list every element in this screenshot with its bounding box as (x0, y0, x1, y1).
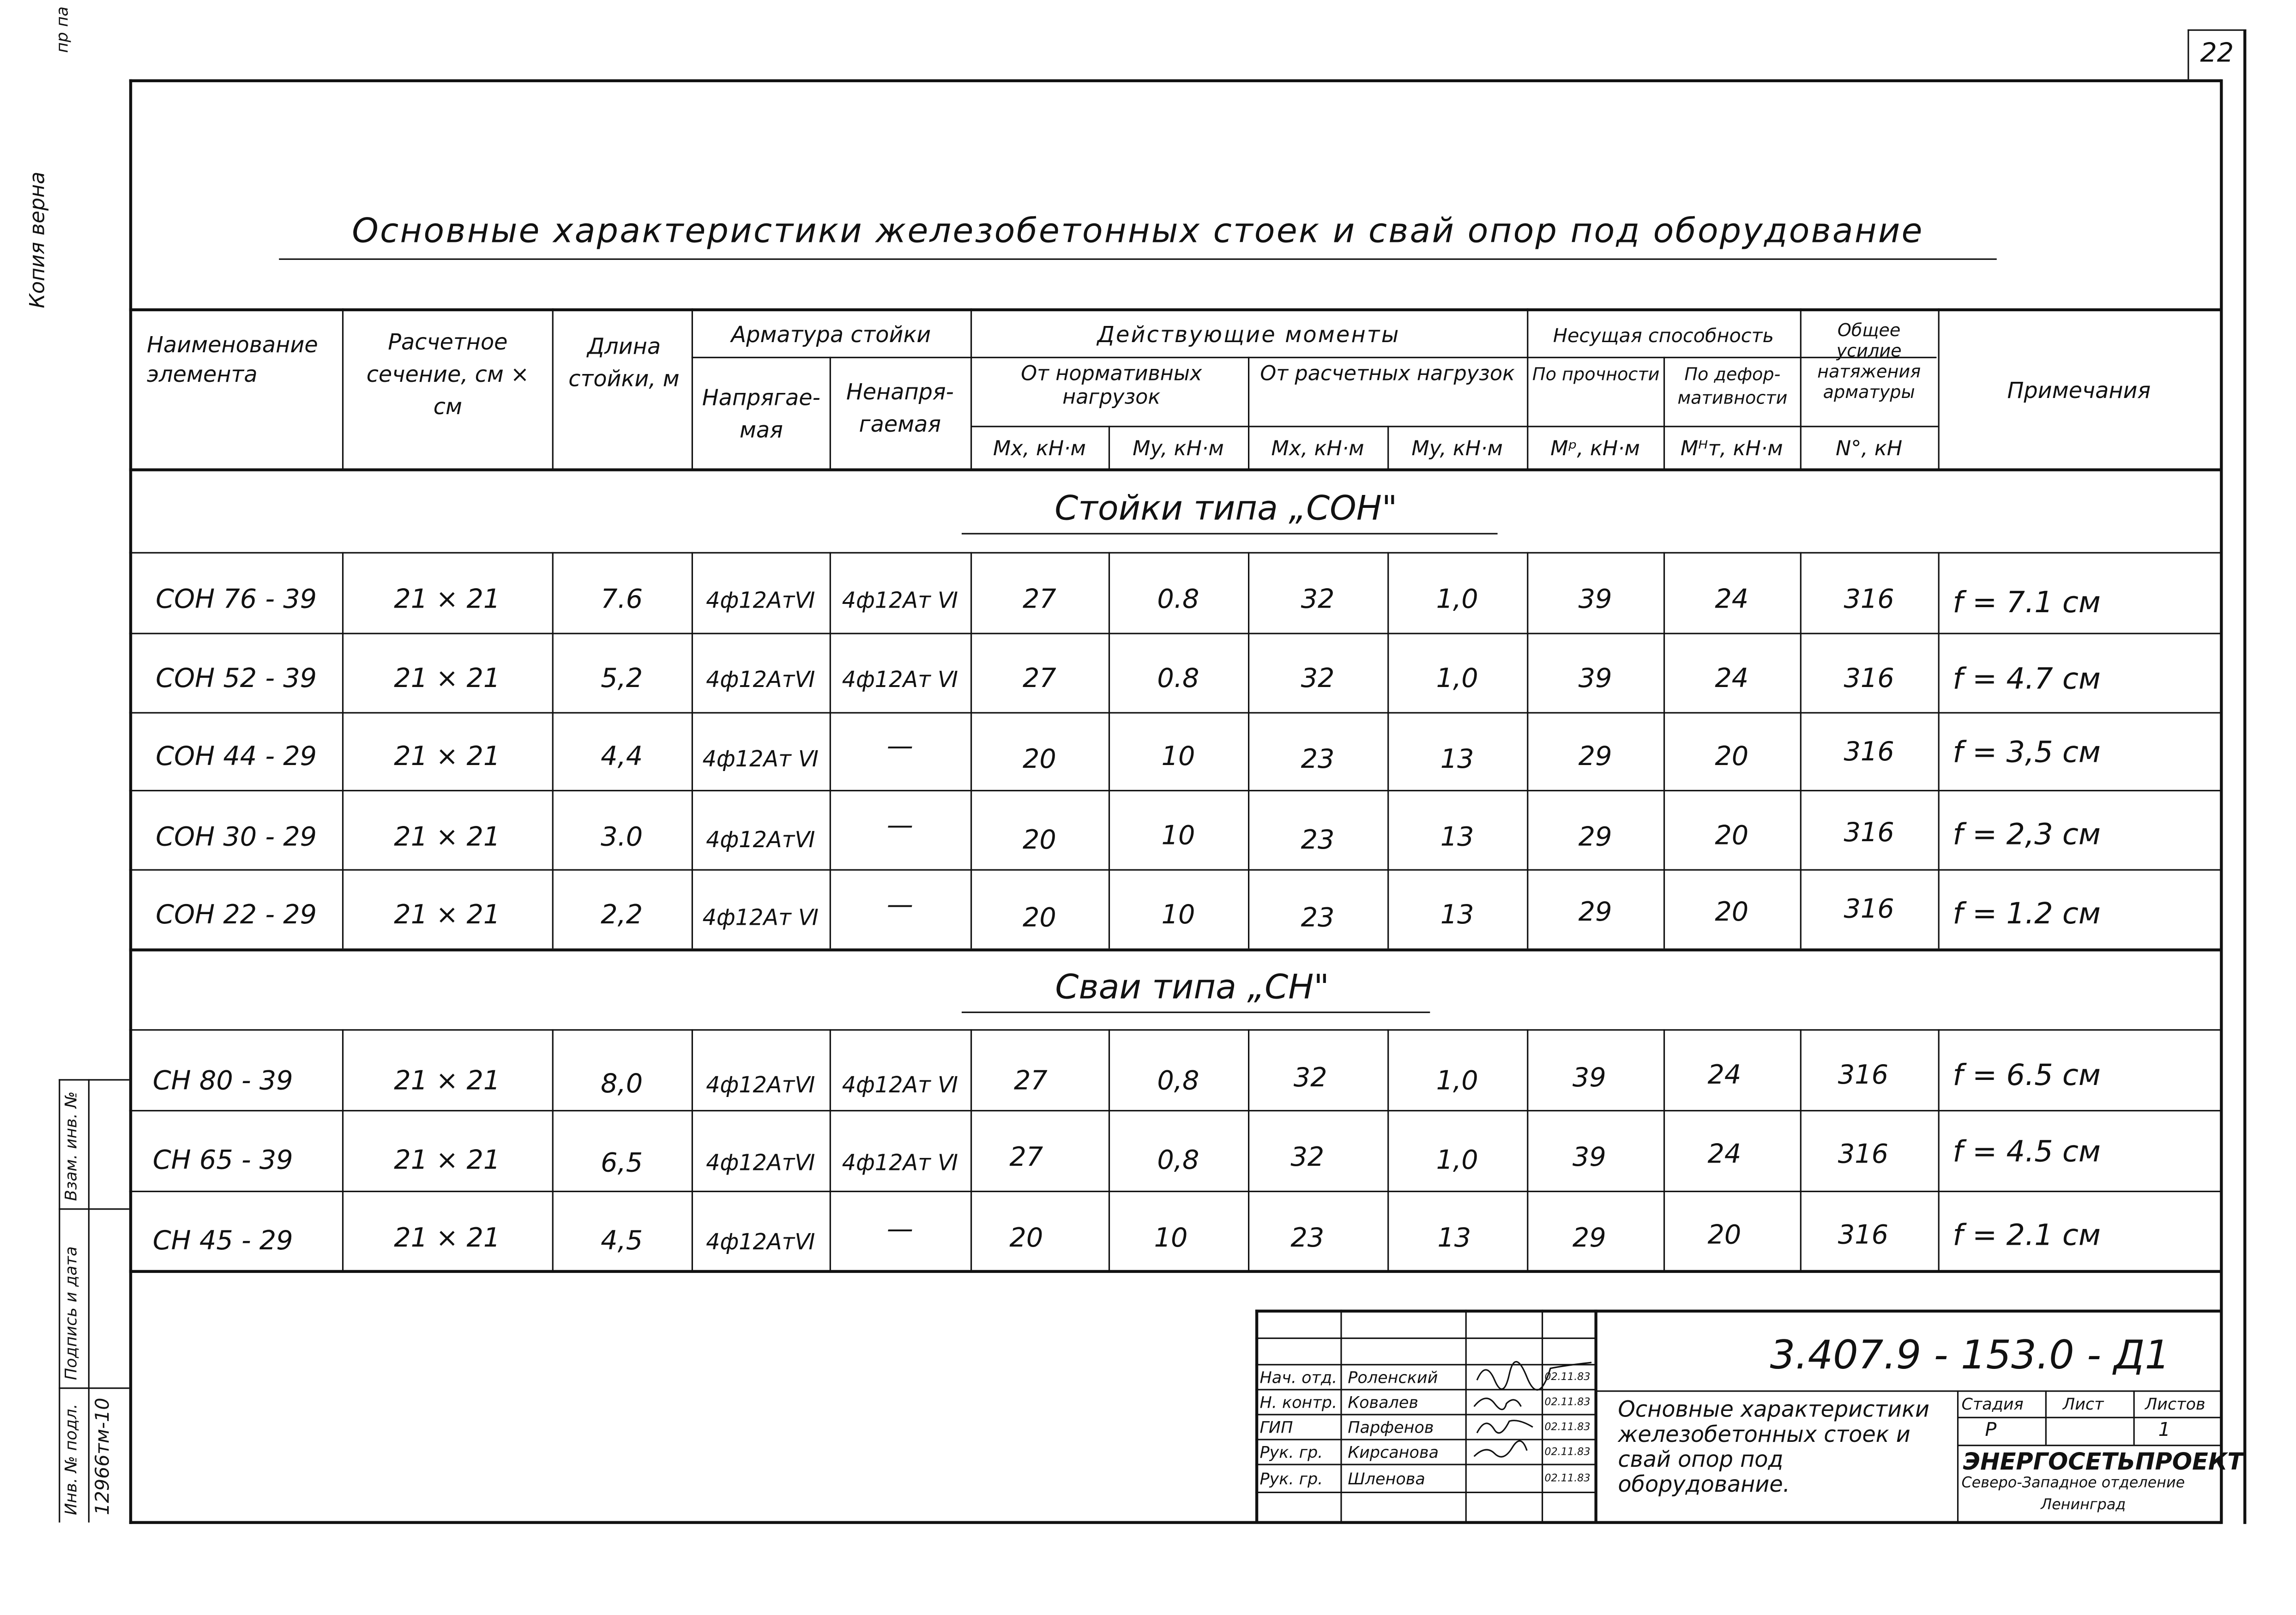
table-row-son-1-mt: 24 (1715, 663, 1749, 695)
table-row-sn-2-mp: 29 (1572, 1223, 1606, 1254)
table-row-sn-2-mt: 20 (1707, 1220, 1742, 1251)
table-row-son-0-pre: 4ф12АтⅥ (706, 587, 815, 614)
table-row-son-0-length: 7.6 (601, 584, 643, 615)
table-row-son-0-mt: 24 (1715, 584, 1749, 615)
header-normative: От нормативных нагрузок (1021, 362, 1202, 410)
stamp-date-0: 02.11.83 (1544, 1371, 1591, 1383)
table-row-son-3-n0: 316 (1844, 818, 1894, 849)
stamp-name-2: Парфенов (1348, 1418, 1434, 1438)
table-row-sn-1-section: 21 × 21 (394, 1145, 500, 1176)
table-row-sn-0-non: 4ф12Ат Ⅵ (842, 1072, 958, 1098)
header-section: Расчетное сечение, см × см (366, 329, 530, 420)
table-row-sn-2-note: f = 2.1 см (1953, 1217, 2101, 1253)
header-moments: Действующие моменты (1097, 321, 1400, 348)
table-row-son-2-non: — (886, 731, 913, 762)
table-row-son-1-name: СОН 52 - 39 (156, 663, 317, 695)
stamp-description: Основные характеристики железобетонных стоек и свай опор под оборудование. (1618, 1396, 1930, 1498)
header-mx1: Mx, кН·м (993, 437, 1086, 461)
stamp-code: 3.407.9 - 153.0 - Д1 (1770, 1333, 2170, 1379)
table-row-son-3-mx2: 23 (1301, 825, 1335, 856)
header-length: Длина стойки, м (568, 333, 680, 392)
table-row-son-4-mx1: 20 (1023, 903, 1056, 934)
stamp-name-3: Кирсанова (1348, 1443, 1439, 1463)
table-row-son-2-mx2: 23 (1301, 744, 1335, 776)
stamp-sheet-label: Лист (2062, 1395, 2104, 1414)
stamp-date-3: 02.11.83 (1544, 1446, 1591, 1458)
table-row-son-1-my1: 0.8 (1157, 663, 1199, 695)
table-row-son-2-section: 21 × 21 (394, 741, 500, 772)
side-stamp: Копия верна (26, 171, 50, 308)
table-row-sn-1-mx1: 27 (1009, 1142, 1043, 1173)
table-row-sn-1-mp: 39 (1572, 1142, 1606, 1173)
table-row-son-2-mp: 29 (1578, 741, 1612, 772)
table-row-son-1-my2: 1,0 (1436, 663, 1478, 695)
table-row-son-0-name: СОН 76 - 39 (156, 584, 317, 615)
header-n0: N°, кН (1835, 437, 1903, 461)
table-row-son-2-length: 4,4 (601, 741, 643, 772)
table-row-son-3-name: СОН 30 - 29 (156, 822, 317, 853)
table-row-son-3-length: 3.0 (601, 822, 643, 853)
sheet-number: 22 (2200, 38, 2234, 69)
table-row-sn-1-length: 6,5 (601, 1148, 643, 1179)
header-deform: По дефор-мативности (1677, 364, 1788, 409)
table-row-sn-0-section: 21 × 21 (394, 1066, 500, 1097)
table-row-son-3-pre: 4ф12АтⅥ (706, 826, 815, 853)
strip-vzam: Взам. инв. № (61, 1091, 81, 1201)
table-row-sn-0-length: 8,0 (601, 1069, 643, 1100)
signatures (1465, 1360, 1597, 1465)
table-row-son-2-note: f = 3,5 см (1953, 734, 2101, 770)
stamp-role-0: Нач. отд. (1259, 1368, 1338, 1388)
table-row-son-2-n0: 316 (1844, 737, 1894, 768)
header-force: Общее усилие натяжения арматуры (1817, 320, 1921, 403)
table-row-son-0-section: 21 × 21 (394, 584, 500, 615)
section-son: Стойки типа „СОН" (1055, 490, 1398, 529)
table-row-son-3-note: f = 2,3 см (1953, 816, 2101, 852)
header-mt: Mᴴт, кН·м (1680, 437, 1783, 461)
table-row-son-0-my2: 1,0 (1436, 584, 1478, 615)
header-mp: Mᵖ, кН·м (1550, 437, 1640, 461)
table-row-sn-1-note: f = 4.5 см (1953, 1133, 2101, 1169)
table-row-son-4-length: 2,2 (601, 900, 643, 931)
table-row-son-2-pre: 4ф12Ат Ⅵ (702, 746, 819, 772)
table-row-son-0-note: f = 7.1 см (1953, 584, 2101, 620)
table-row-son-1-note: f = 4.7 см (1953, 661, 2101, 696)
table-row-son-2-my1: 10 (1161, 741, 1195, 772)
table-row-sn-2-non: — (886, 1214, 913, 1245)
table-row-sn-2-my1: 10 (1154, 1223, 1188, 1254)
table-row-son-3-my2: 13 (1440, 822, 1474, 853)
table-row-sn-1-mx2: 32 (1290, 1142, 1325, 1173)
stamp-sheets-label: Листов (2145, 1395, 2206, 1414)
header-my2: My, кН·м (1411, 437, 1503, 461)
header-nonprestressed: Ненапря-гаемая (846, 379, 954, 438)
table-row-son-0-n0: 316 (1844, 584, 1894, 615)
table-row-son-4-mt: 20 (1715, 897, 1749, 928)
table-row-son-3-non: — (886, 810, 913, 842)
table-row-sn-0-mt: 24 (1707, 1060, 1742, 1091)
stamp-role-1: Н. контр. (1259, 1393, 1338, 1413)
strip-inv-value: 12966тм-10 (92, 1398, 115, 1515)
table-row-sn-0-mx2: 32 (1293, 1063, 1327, 1094)
table-row-son-4-n0: 316 (1844, 894, 1894, 925)
header-prestressed: Напрягае-мая (702, 385, 820, 444)
table-row-son-4-name: СОН 22 - 29 (156, 900, 317, 931)
table-row-sn-2-mx1: 20 (1009, 1223, 1043, 1254)
stamp-name-4: Шленова (1348, 1470, 1425, 1489)
table-row-son-3-section: 21 × 21 (394, 822, 500, 853)
table-row-son-1-mp: 39 (1578, 663, 1612, 695)
section-sn: Сваи типа „СН" (1055, 969, 1329, 1007)
table-row-son-4-my2: 13 (1440, 900, 1474, 931)
table-row-sn-0-my2: 1,0 (1436, 1066, 1478, 1097)
stamp-role-2: ГИП (1259, 1418, 1293, 1438)
table-row-son-2-mx1: 20 (1023, 744, 1056, 776)
stamp-name-1: Ковалев (1348, 1393, 1419, 1413)
table-row-son-4-note: f = 1.2 см (1953, 895, 2101, 931)
table-row-son-4-section: 21 × 21 (394, 900, 500, 931)
table-row-sn-2-length: 4,5 (601, 1226, 643, 1257)
table-row-sn-0-my1: 0,8 (1157, 1066, 1199, 1097)
stamp-stage-label: Стадия (1961, 1395, 2024, 1414)
table-row-son-1-mx2: 32 (1301, 663, 1335, 695)
table-row-son-2-name: СОН 44 - 29 (156, 741, 317, 772)
table-row-sn-1-non: 4ф12Ат Ⅵ (842, 1149, 958, 1176)
table-row-sn-0-name: СН 80 - 39 (152, 1066, 293, 1097)
table-row-son-4-non: — (886, 890, 913, 921)
header-strength: По прочности (1532, 364, 1660, 385)
table-row-son-0-mx1: 27 (1023, 584, 1056, 615)
stamp-date-1: 02.11.83 (1544, 1396, 1591, 1408)
table-row-son-0-non: 4ф12Ат Ⅵ (842, 587, 958, 614)
table-row-sn-0-note: f = 6.5 см (1953, 1057, 2101, 1092)
side-stamp-corner: пр па (53, 6, 72, 53)
table-row-son-4-pre: 4ф12Ат Ⅵ (702, 904, 819, 931)
stamp-org-sub2: Ленинград (2041, 1497, 2126, 1514)
table-row-sn-1-pre: 4ф12АтⅥ (706, 1149, 815, 1176)
table-row-sn-1-name: СН 65 - 39 (152, 1145, 293, 1176)
table-row-son-1-n0: 316 (1844, 663, 1894, 695)
table-row-son-0-mp: 39 (1578, 584, 1612, 615)
header-my1: My, кН·м (1133, 437, 1224, 461)
header-notes: Примечания (2007, 377, 2151, 404)
stamp-role-3: Рук. гр. (1259, 1443, 1323, 1463)
table-row-sn-0-pre: 4ф12АтⅥ (706, 1072, 815, 1098)
table-row-sn-2-pre: 4ф12АтⅥ (706, 1229, 815, 1255)
header-capacity: Несущая способность (1553, 325, 1774, 348)
table-row-son-1-pre: 4ф12АтⅥ (706, 666, 815, 693)
table-row-son-1-non: 4ф12Ат Ⅵ (842, 666, 958, 693)
table-row-son-3-mx1: 20 (1023, 825, 1056, 856)
table-row-son-2-mt: 20 (1715, 741, 1749, 772)
stamp-role-4: Рук. гр. (1259, 1470, 1323, 1489)
header-mx2: Mx, кН·м (1271, 437, 1364, 461)
table-row-sn-1-n0: 316 (1838, 1139, 1889, 1170)
table-row-son-3-mp: 29 (1578, 822, 1612, 853)
header-name: Наименование элемента (147, 331, 318, 388)
table-row-son-4-mx2: 23 (1301, 903, 1335, 934)
table-row-son-3-my1: 10 (1161, 820, 1195, 852)
table-row-sn-1-mt: 24 (1707, 1139, 1742, 1170)
stamp-org: ЭНЕРГОСЕТЬПРОЕКТ (1963, 1447, 2244, 1476)
table-row-son-2-my2: 13 (1440, 744, 1474, 776)
header-design: От расчетных нагрузок (1260, 362, 1515, 386)
stamp-sheets: 1 (2158, 1420, 2170, 1442)
table-row-son-1-section: 21 × 21 (394, 663, 500, 695)
stamp-name-0: Роленский (1348, 1368, 1438, 1388)
table-row-sn-1-my1: 0,8 (1157, 1145, 1199, 1176)
table-row-son-4-my1: 10 (1161, 900, 1195, 931)
table-row-sn-2-my2: 13 (1437, 1223, 1471, 1254)
strip-sign: Подпись и дата (61, 1246, 81, 1380)
stamp-date-2: 02.11.83 (1544, 1421, 1591, 1433)
table-row-son-4-mp: 29 (1578, 897, 1612, 928)
table-row-son-0-mx2: 32 (1301, 584, 1335, 615)
strip-inv: Инв. № подл. (61, 1404, 81, 1515)
table-row-sn-0-mp: 39 (1572, 1063, 1606, 1094)
stamp-org-sub1: Северо-Западное отделение (1961, 1475, 2185, 1492)
page-title: Основные характеристики железобетонных стоек и свай опор под оборудование (352, 213, 1924, 251)
stamp-date-4: 02.11.83 (1544, 1472, 1591, 1484)
stamp-stage: Р (1985, 1420, 1997, 1442)
table-row-son-3-mt: 20 (1715, 820, 1749, 852)
table-row-sn-2-name: СН 45 - 29 (152, 1226, 293, 1257)
table-row-sn-2-mx2: 23 (1290, 1223, 1325, 1254)
table-row-sn-0-mx1: 27 (1013, 1066, 1048, 1097)
table-row-son-1-mx1: 27 (1023, 663, 1056, 695)
table-row-sn-0-n0: 316 (1838, 1060, 1889, 1091)
table-row-sn-2-n0: 316 (1838, 1220, 1889, 1251)
table-row-sn-1-my2: 1,0 (1436, 1145, 1478, 1176)
table-row-son-1-length: 5,2 (601, 663, 643, 695)
header-rebar: Арматура стойки (731, 321, 931, 348)
table-row-son-0-my1: 0.8 (1157, 584, 1199, 615)
table-row-sn-2-section: 21 × 21 (394, 1223, 500, 1254)
